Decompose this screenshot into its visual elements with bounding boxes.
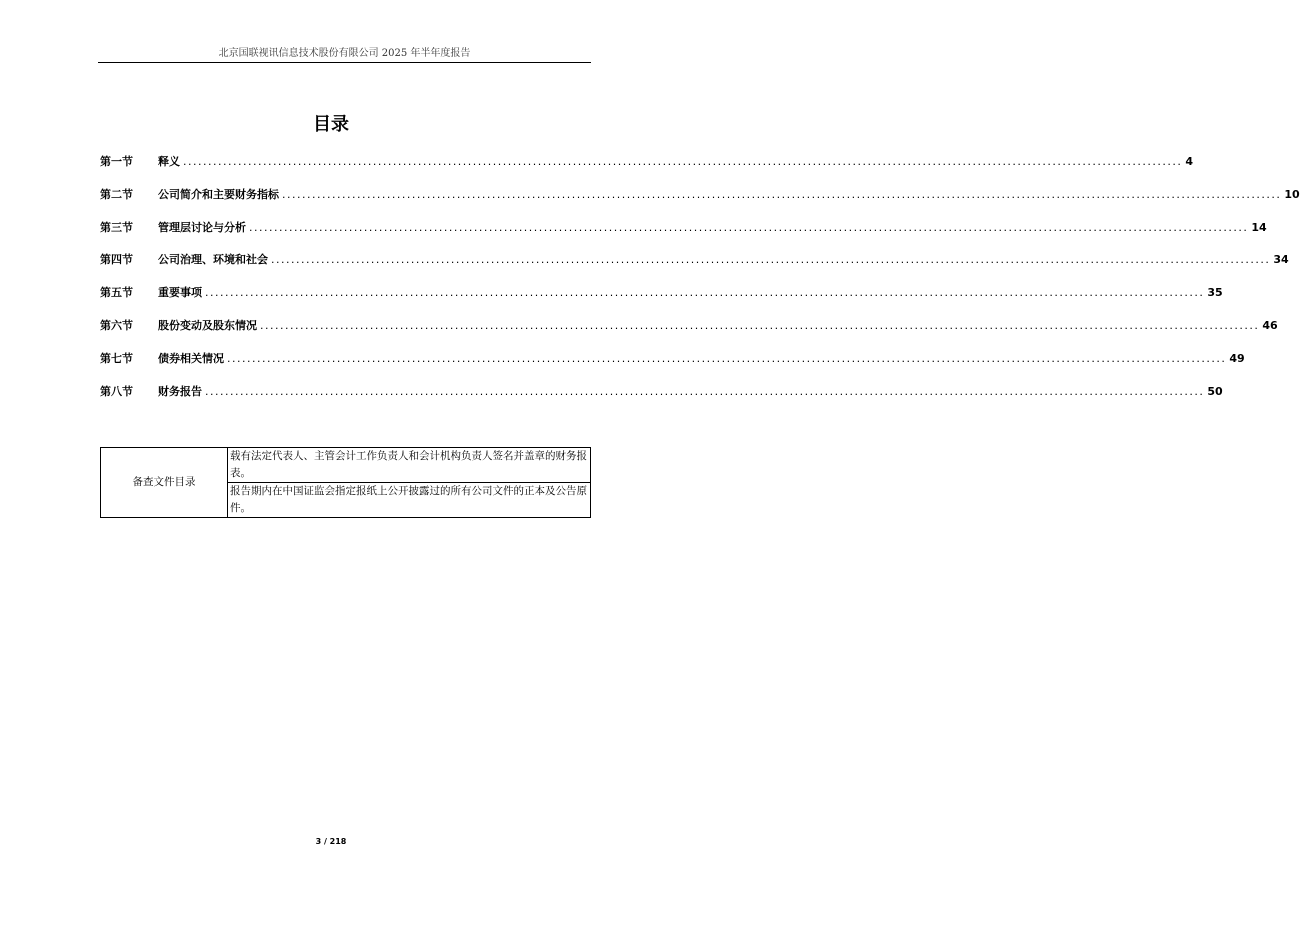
toc-leader-dots: ........................................................................................................................................................................................................ [205, 286, 1205, 300]
toc-entry[interactable] [100, 186, 1300, 219]
toc-page-number: 34 [1273, 253, 1289, 267]
reference-document-item: 报告期内在中国证监会指定报纸上公开披露过的所有公司文件的正本及公告原件。 [228, 483, 591, 518]
reference-documents-label: 备查文件目录 [101, 448, 228, 518]
table-row [101, 448, 591, 483]
toc-page-number: 35 [1207, 286, 1223, 300]
toc-title: 目录 [313, 114, 349, 135]
header-divider [98, 62, 591, 63]
table-of-contents [100, 153, 1300, 415]
toc-leader-dots: ........................................................................................................................................................................................................ [282, 187, 1282, 201]
toc-page-number: 49 [1229, 351, 1245, 365]
reference-document-item: 载有法定代表人、主管会计工作负责人和会计机构负责人签名并盖章的财务报表。 [228, 448, 591, 483]
toc-section-number: 第一节 [100, 155, 133, 168]
running-header: 北京国联视讯信息技术股份有限公司 2025 年半年度报告 [218, 48, 471, 59]
toc-leader-dots: ........................................................................................................................................................................................................ [183, 155, 1183, 168]
toc-entry[interactable] [100, 284, 1223, 317]
toc-leader-dots: ........................................................................................................................................................................................................ [260, 318, 1260, 332]
reference-documents-table [100, 447, 591, 518]
toc-leader-dots: ........................................................................................................................................................................................................ [205, 384, 1205, 398]
toc-section-number: 第六节 [100, 318, 133, 332]
toc-section-title: 重要事项 [158, 286, 202, 300]
page-number: 3 / 218 [315, 837, 347, 846]
toc-page-number: 14 [1251, 220, 1267, 234]
toc-entry[interactable] [100, 317, 1278, 350]
toc-section-title: 债券相关情况 [158, 351, 224, 365]
toc-section-title: 股份变动及股东情况 [158, 318, 257, 332]
toc-page-number: 50 [1207, 384, 1223, 398]
toc-section-title: 财务报告 [158, 384, 202, 398]
toc-section-number: 第三节 [100, 220, 133, 234]
toc-leader-dots: ........................................................................................................................................................................................................ [271, 253, 1271, 267]
toc-page-number: 10 [1284, 187, 1300, 201]
toc-entry[interactable] [100, 219, 1267, 252]
toc-leader-dots: ........................................................................................................................................................................................................ [249, 220, 1249, 234]
toc-entry[interactable] [100, 153, 1193, 186]
toc-section-number: 第八节 [100, 384, 133, 398]
toc-section-title: 管理层讨论与分析 [158, 220, 246, 234]
toc-entry[interactable] [100, 251, 1289, 284]
toc-entry[interactable] [100, 383, 1223, 416]
toc-section-title: 释义 [158, 155, 180, 168]
toc-section-number: 第七节 [100, 351, 133, 365]
toc-leader-dots: ........................................................................................................................................................................................................ [227, 351, 1227, 365]
toc-section-number: 第四节 [100, 253, 133, 267]
toc-page-number: 46 [1262, 318, 1278, 332]
toc-section-title: 公司简介和主要财务指标 [158, 187, 279, 201]
toc-section-number: 第五节 [100, 286, 133, 300]
toc-entry[interactable] [100, 350, 1245, 383]
toc-section-title: 公司治理、环境和社会 [158, 253, 268, 267]
toc-page-number: 4 [1185, 155, 1193, 168]
toc-section-number: 第二节 [100, 187, 133, 201]
